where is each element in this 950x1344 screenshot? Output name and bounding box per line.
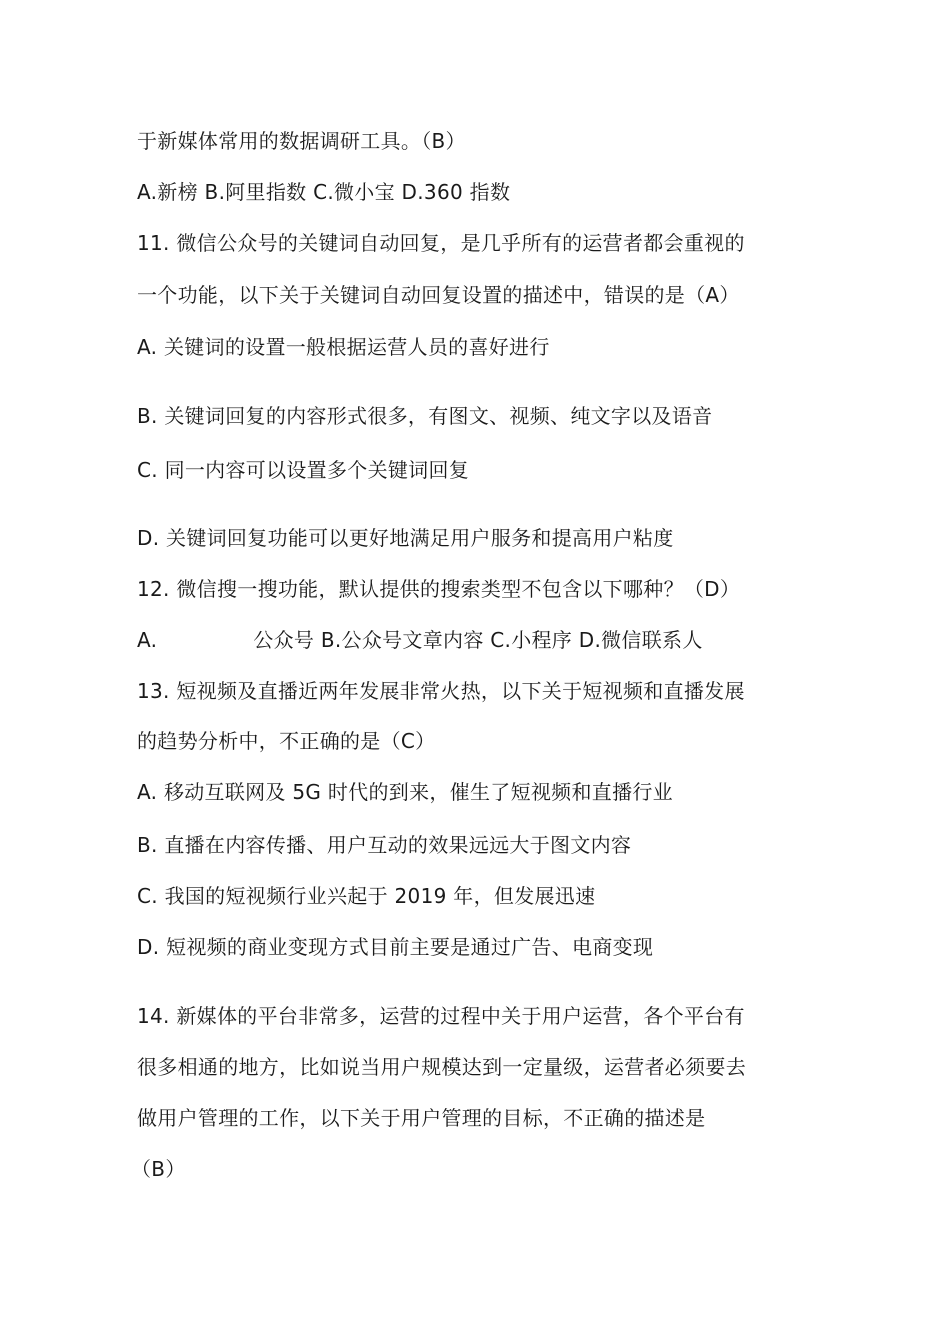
option-line: B. 关键词回复的内容形式很多，有图文、视频、纯文字以及语音 (137, 404, 713, 428)
option-line: D. 关键词回复功能可以更好地满足用户服务和提高用户粘度 (137, 526, 674, 550)
option-line: C. 我国的短视频行业兴起于 2019 年，但发展迅速 (137, 884, 596, 908)
option-text: 公众号 B.公众号文章内容 C.小程序 D.微信联系人 (253, 628, 703, 652)
answer-line: （B） (131, 1157, 186, 1181)
option-line (137, 626, 703, 654)
option-label: A. (137, 628, 158, 652)
text-line: A.新榜 B.阿里指数 C.微小宝 D.360 指数 (137, 180, 511, 204)
question-12-line: 12. 微信搜一搜功能，默认提供的搜索类型不包含以下哪种？（D） (137, 577, 741, 601)
option-line: A. 移动互联网及 5G 时代的到来，催生了短视频和直播行业 (137, 780, 673, 804)
option-line: A. 关键词的设置一般根据运营人员的喜好进行 (137, 335, 550, 359)
option-line: D. 短视频的商业变现方式目前主要是通过广告、电商变现 (137, 935, 654, 959)
text-line: 做用户管理的工作，以下关于用户管理的目标，不正确的描述是 (137, 1106, 706, 1130)
question-13-line: 13. 短视频及直播近两年发展非常火热，以下关于短视频和直播发展 (137, 679, 745, 703)
text-line: 很多相通的地方，比如说当用户规模达到一定量级，运营者必须要去 (137, 1055, 746, 1079)
question-11-line: 11. 微信公众号的关键词自动回复，是几乎所有的运营者都会重视的 (137, 231, 745, 255)
option-line: B. 直播在内容传播、用户互动的效果远远大于图文内容 (137, 833, 632, 857)
option-line: C. 同一内容可以设置多个关键词回复 (137, 458, 470, 482)
text-line: 的趋势分析中，不正确的是（C） (137, 729, 436, 753)
text-line: 于新媒体常用的数据调研工具。（B） (137, 129, 466, 153)
question-14-line: 14. 新媒体的平台非常多，运营的过程中关于用户运营，各个平台有 (137, 1004, 745, 1028)
text-line: 一个功能，以下关于关键词自动回复设置的描述中，错误的是（A） (137, 283, 740, 307)
